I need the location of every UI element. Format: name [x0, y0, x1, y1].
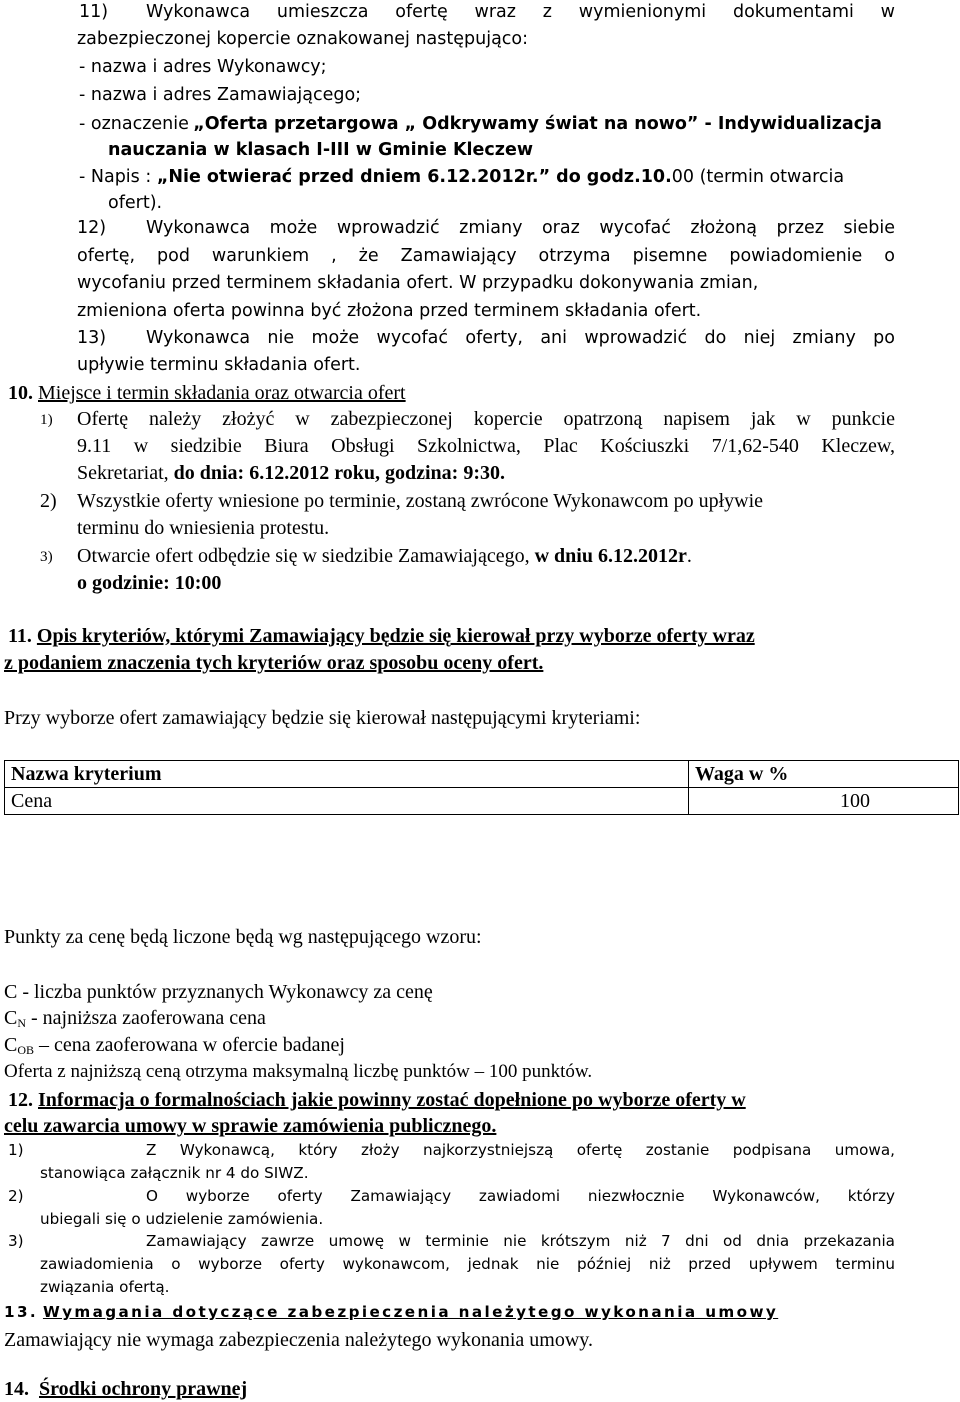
p13-number: 13)	[77, 328, 107, 348]
def-cn: $C_N$ - najniższa zaoferowana cena	[4, 1007, 266, 1030]
p12-text-line2: ofertę, pod warunkiem , że Zamawiający otrzyma pisemne powiadomienie o	[77, 246, 895, 266]
s10-item3-number: 3)	[40, 548, 53, 565]
bullet-contractor: - nazwa i adres Wykonawcy;	[79, 57, 327, 77]
table-header-row	[5, 761, 959, 788]
criteria-intro: Przy wyborze ofert zamawiający będzie się kierował następującymi kryteriami:	[4, 707, 641, 729]
s12-item2-number: 2)	[8, 1187, 24, 1205]
p13-text-line1: Wykonawca nie może wycofać oferty, ani wprowadzić do niej zmiany po	[146, 328, 895, 348]
s12-item2-line2: ubiegali się o udzielenie zamówienia.	[40, 1210, 324, 1228]
p12-text-line3: wycofaniu przed terminem składania ofert. W przypadku dokonywania zmian,	[77, 273, 759, 293]
section-13-heading: 13. Wymagania dotyczące zabezpieczenia należytego wykonania umowy	[4, 1303, 779, 1321]
table-cell-weight: 100	[689, 788, 959, 815]
s10-item1-line1: Ofertę należy złożyć w zabezpieczonej kopercie opatrzoną napisem jak w punkcie	[77, 408, 895, 430]
table-row	[5, 788, 959, 815]
section-12-heading-line1: 12. Informacja o formalnościach jakie powinny zostać dopełnione po wyborze oferty w	[8, 1089, 746, 1111]
s10-item3-line1: Otwarcie ofert odbędzie się w siedzibie Zamawiającego, w dniu 6.12.2012r.	[77, 545, 692, 567]
s12-item3-line3: związania ofertą.	[40, 1278, 170, 1296]
s12-item2-line1: O wyborze oferty Zamawiający zawiadomi niezwłocznie Wykonawców, którzy	[146, 1187, 895, 1205]
s10-item2-line1: Wszystkie oferty wniesione po terminie, zostaną zwrócone Wykonawcom po upływie	[77, 490, 764, 512]
section-14-heading: 14. Środki ochrony prawnej	[4, 1378, 248, 1400]
max-points: Oferta z najniższą ceną otrzyma maksymalną liczbę punktów – 100 punktów.	[4, 1061, 593, 1082]
table-cell-criterion: Cena	[5, 788, 689, 815]
table-header-weight: Waga w %	[689, 761, 959, 788]
s12-item1-line2: stanowiąca załącznik nr 4 do SIWZ.	[40, 1164, 309, 1182]
p11-text-line2: zabezpieczonej kopercie oznakowanej następująco:	[77, 29, 529, 49]
section-11-heading-line2: z podaniem znaczenia tych kryteriów oraz sposobu oceny ofert.	[4, 652, 544, 674]
s10-item1-line3: Sekretariat, do dnia: 6.12.2012 roku, godzina: 9:30.	[77, 462, 505, 484]
s10-item2-number: 2)	[40, 490, 57, 512]
s12-item1-number: 1)	[8, 1141, 24, 1159]
p13-text-line2: upływie terminu składania ofert.	[77, 355, 361, 375]
section-11-heading-line1: 11. Opis kryteriów, którymi Zamawiający będzie się kierował przy wyborze oferty wraz	[8, 625, 755, 647]
p11-number: 11)	[79, 2, 109, 22]
s10-item1-line2: 9.11 w siedzibie Biura Obsługi Szkolnictwa, Plac Kościuszki 7/1,62-540 Kleczew,	[77, 435, 895, 457]
formula-intro: Punkty za cenę będą liczone będą wg następującego wzoru:	[4, 926, 482, 948]
bullet-ordering-party: - nazwa i adres Zamawiającego;	[79, 85, 362, 105]
s10-item1-number: 1)	[40, 411, 53, 428]
bullet-inscription-line2: ofert).	[108, 193, 163, 213]
section-10-heading: 10. Miejsce i termin składania oraz otwarcia ofert	[8, 382, 406, 404]
p12-number: 12)	[77, 218, 107, 238]
section-12-heading-line2: celu zawarcia umowy w sprawie zamówienia publicznego.	[4, 1115, 497, 1137]
bullet-inscription: - Napis : „Nie otwierać przed dniem 6.12.2012r.” do godz.10.00 (termin otwarcia	[79, 167, 845, 187]
p11-text-line1: Wykonawca umieszcza ofertę wraz z wymienionymi dokumentami w	[146, 2, 895, 22]
def-cob: $C_{OB}$ – cena zaoferowana w ofercie badanej	[4, 1034, 345, 1057]
s12-item3-line2: zawiadomienia o wyborze oferty wykonawcom, jednak nie później niż przed upływem terminu	[40, 1255, 895, 1273]
s10-item2-line2: terminu do wniesienia protestu.	[77, 517, 330, 539]
s12-item1-line1: Z Wykonawcą, który złoży najkorzystniejszą ofertę zostanie podpisana umowa,	[146, 1141, 895, 1159]
table-header-criterion: Nazwa kryterium	[5, 761, 689, 788]
section-13-text: Zamawiający nie wymaga zabezpieczenia należytego wykonania umowy.	[4, 1329, 593, 1351]
criteria-table	[4, 760, 959, 815]
s10-item3-line2: o godzinie: 10:00	[77, 572, 222, 594]
p12-text-line1: Wykonawca może wprowadzić zmiany oraz wycofać złożoną przez siebie	[146, 218, 895, 238]
bullet-label-line1: - oznaczenie „Oferta przetargowa „ Odkrywamy świat na nowo” - Indywidualizacja	[79, 114, 882, 134]
bullet-label-line2: nauczania w klasach I-III w Gminie Kleczew	[108, 140, 534, 160]
s12-item3-number: 3)	[8, 1232, 24, 1250]
def-c: C - liczba punktów przyznanych Wykonawcy za cenę	[4, 981, 433, 1003]
p12-text-line4: zmieniona oferta powinna być złożona przed terminem składania ofert.	[77, 301, 702, 321]
s12-item3-line1: Zamawiający zawrze umowę w terminie nie krótszym niż 7 dni od dnia przekazania	[146, 1232, 895, 1250]
